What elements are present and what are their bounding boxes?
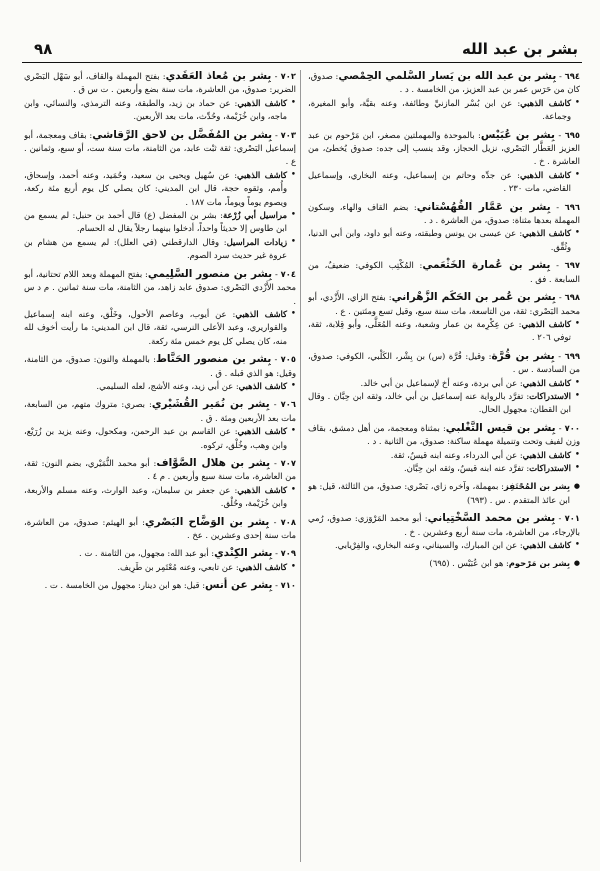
entry-heading: ٦٩٦ - بِشر بن عَمَّار القُهُسْتاني: بضم القاف والهاء، وسكون المهملة بعدها مثناة: صدوق، من العاشرة . د . (308, 200, 580, 226)
annotation-text: عن سُهيل ويحيى بن سعيد، وحُمَيد، وعنه أحمد، وإسحاق، وأُمم، وثقوه حجة، قال ابن المديني: كان يصلي كل يوم أربع مئة ركعة، ويصوم يوماً ويوماً، مات ١٨٧ . (24, 169, 287, 207)
entry-number: ٧٠٧ (280, 457, 296, 468)
entry-text: أبو الهيثم: صدوق، من العاشرة، مات سنة إحدى وعشرين . عخ . (24, 516, 296, 540)
narrator-name: بِشر بن مُعاذ العَقَدي (165, 70, 272, 82)
biography-entry (24, 129, 296, 263)
biography-entry (308, 350, 580, 417)
narrator-name: بِشر بن عُمارة الخَثْعَمي (422, 259, 551, 272)
biography-entry (308, 291, 580, 345)
entry-text: صدوق، كان من حَرَس عمر بن عبد العزيز، من الخامسة . د . (308, 71, 580, 95)
annotation: • كاشف الذهبي: عن جدِّه وحاتم بن إسماعيل، وعنه البخاري، وإسماعيل القاضي، مات ٢٣٠ . (308, 169, 580, 196)
entry-number: ٧١٠ (280, 580, 296, 591)
entry-text: قيل: هو ابن دينار: مجهول من الخامسة . ت . (44, 580, 200, 591)
annotation-label: كاشف الذهبي (522, 540, 571, 550)
left-column (24, 70, 296, 862)
entry-heading: ٧٠٥ - بِشر بن منصور الحَنَّاط: بالمهملة والنون: صدوق، من الثامنة، وقيل: هو الذي قبله . ق . (24, 353, 296, 378)
annotation: • زيادات المراسيل: وقال الدارقطني (في العلل): لم يسمع من هشام بن عروة غير حديث سرد الصوم. (24, 236, 296, 263)
annotation-text: عن جعفر بن سليمان، وعبد الوارث، وعنه مسلم والأربعة، وابن خُزَيْمة، وحُلْق. (24, 484, 287, 509)
annotation-label: الاستدراكات (529, 462, 571, 473)
annotation-label: كاشف الذهبي (237, 426, 288, 437)
narrator-name: بِشر بن محمد السَّخْتِياني (427, 512, 556, 525)
narrator-name: بِشر الكِنْدي (214, 547, 273, 560)
annotation-label: كاشف الذهبي (237, 169, 288, 180)
entry-number: ٧٠٣ (280, 129, 296, 140)
entry-number: ٧٠٥ (280, 354, 296, 365)
page-number: ٩٨ (34, 40, 53, 58)
annotation-text: عن ابن بُسْر المازنيِّ وطائفة، وعنه بقيَّة، وأبو المغيرة، وجماعة. (308, 97, 571, 122)
biography-entry (308, 259, 580, 286)
entry-heading: ٦٩٧ - بِشر بن عُمارة الخَثْعَمي: المُكْتِب الكوفي: ضعيفٌ، من السابعة . فق . (308, 259, 580, 284)
entry-number: ٦٩٦ (564, 201, 580, 212)
annotation-text: عن أبي زيد، وعنه الأشج، لعله السليمي. (96, 380, 234, 391)
biography-entry (24, 516, 296, 543)
entry-number: ٧٠٢ (280, 71, 296, 81)
entry-text: بمثناة ومعجمة، من أهل دمشق، بقاف وزن لفيف وتحت وتنميلة مهملة ساكنة: صدوق، من الثانية . د . (308, 422, 580, 447)
annotation-text: عن حماد بن زيد، والطبقة، وعنه الترمذي، والنسائي، وابن ماجه، وابن خُزَيْمة، وحُدِّث، مات بعد الأربعين. (24, 97, 287, 122)
page-header (22, 38, 582, 63)
narrator-name: بِشر بن الوَضَّاح البَصْري (145, 515, 270, 528)
annotation: • كاشف الذهبي: عن حماد بن زيد، والطبقة، وعنه الترمذي، والنسائي، وابن ماجه، وابن خُزَيْمة، وحُدِّث، مات بعد الأربعين. (24, 97, 296, 124)
annotation-text: عن القاسم بن عبد الرحمن، ومكحول، وعنه يزيد بن زُرَيْع، وابن وهب، وخُلْق، تركوه. (24, 426, 287, 450)
entry-number: ٦٩٨ (564, 292, 580, 303)
entry-heading: ٧٠٨ - بِشر بن الوَضَّاح البَصْري: أبو الهيثم: صدوق، من العاشرة، مات سنة إحدى وعشرين . عخ . (24, 515, 296, 540)
narrator-name: بِشر بن عُبَيْس (480, 128, 555, 141)
entry-heading: ٦٩٥ - بِشر بن عُبَيْس: بالموحدة والمهملتين مصغر، ابن مَرْحوم بن عبد العزيز العَطَّار البَصْري، نزيل الحجاز، وقد ينسب إلى جده: صدوق يُخطئ، من العاشرة . خ . (308, 128, 580, 167)
entry-number: ٧٠٠ (564, 422, 580, 433)
entry-heading: ٧٠٠ - بِشر بن قيس التَّغْلبي: بمثناة ومعجمة، من أهل دمشق، بقاف وزن لفيف وتحت وتنميلة مهملة ساكنة: صدوق، من الثانية . د . (308, 421, 580, 447)
annotation-label: زيادات المراسيل (226, 236, 287, 247)
entry-text: بالموحدة والمهملتين مصغر، ابن مَرْحوم بن عبد العزيز العَطَّار البَصْري، نزيل الحجاز، وقد ينسب إلى جده: صدوق يُخطئ، من العاشرة . خ . (308, 129, 580, 167)
narrator-name: بِشر بن عَمَّار القُهُسْتاني (416, 200, 551, 213)
entry-number: ٦٩٥ (564, 129, 580, 140)
cross-reference: ● بِشر بن المُحْتَفِز: بمهملة، وآخره زاي، بَصْري: صدوق، من الثالثة، قيل: هو ابن عائذ المتقدم . س . (٦٩٣) (308, 480, 580, 507)
entry-text: أبو محمد النُّمَيْري، بضم النون: ثقة، من العاشرة، مات سنة سبع وأربعين . م ٤ . (24, 457, 296, 482)
reference-text: هو ابن عُبَيْس . (٦٩٥) (429, 558, 504, 569)
annotation: • كاشف الذهبي: عن القاسم بن عبد الرحمن، ومكحول، وعنه يزيد بن زُرَيْع، وابن وهب، وخُلْق، تركوه. (24, 425, 296, 452)
right-column (308, 70, 580, 862)
annotation: • كاشف الذهبي: عن جعفر بن سليمان، وعبد الوارث، وعنه مسلم والأربعة، وابن خُزَيْمة، وحُلْق. (24, 484, 296, 511)
column-divider (300, 70, 301, 862)
annotation: • كاشف الذهبي: عن أبي بردة، وعنه أخ لإسماعيل بن أبي خالد. (308, 377, 580, 390)
entry-heading: ٧٠٤ - بِشر بن منصور السَّلِيمي: بفتح المهملة وبعد اللام تحتانية، أبو محمد الأَزْدي البَصْري: صدوق عابد زاهد، من الثامنة، مات سنة ثمانين . م د س . (24, 267, 296, 306)
entry-text: بفتح الزاي، الأَزْدي، أبو محمد البَصْري: ثقة، من التاسعة، مات سنة سبع، وقيل تسع ومئتين . ع . (308, 292, 580, 316)
annotation: • كاشف الذهبي: عن سُهيل ويحيى بن سعيد، وحُمَيد، وعنه أحمد، وإسحاق، وأُمم، وثقوه حجة، قال ابن المديني: كان يصلي كل يوم أربع مئة ركعة، ويصوم يوماً ويوماً، مات ١٨٧ . (24, 169, 296, 209)
annotation-text: بشر بن المفضل (ع) قال أحمد بن حنبل: لم يسمع من ابن طاوس إلا حديثاً واحداً، أدخلوا بينهما رجلاً يقال له الحسام. (24, 210, 287, 234)
annotation-label: كاشف الذهبي (522, 377, 571, 388)
annotation-label: كاشف الذهبي (521, 318, 571, 329)
annotation-label: كاشف الذهبي (238, 380, 287, 391)
narrator-name: بِشر عن أنس (205, 579, 273, 592)
annotation-text: عن جدِّه وحاتم بن إسماعيل، وعنه البخاري، وإسماعيل القاضي، مات ٢٣٠ . (308, 169, 571, 194)
narrator-name: بِشر بن عُمر بن الحَكَم الزَّهْراني (391, 291, 556, 304)
annotation: • كاشف الذهبي: عن عيسى بن يونس وطبقته، وعنه أبو داود، وابن أبي الدنيا، وثُقِّق. (308, 227, 580, 254)
annotation-label: مراسيل أبي زُرْعة (222, 210, 288, 221)
annotation-text: عن عيسى بن يونس وطبقته، وعنه أبو داود، وابن أبي الدنيا، وثُقِّق. (308, 228, 571, 252)
entry-text: وقيل: قُرَّة (س) بن بِشْر، الكَلْبي، الكوفي: صدوق، من السادسة . س . (308, 350, 580, 375)
annotation: • كاشف الذهبي: عن أبي الدرداء، وعنه ابنه قيسٌ، ثقة. (308, 449, 580, 462)
entry-text: بالمهملة والنون: صدوق، من الثامنة، وقيل: هو الذي قبله . ق . (24, 354, 296, 378)
annotation-text: وقال الدارقطني (في العلل): لم يسمع من هشام بن عروة غير حديث سرد الصوم. (24, 236, 287, 261)
annotation: • كاشف الذهبي: عن ابن المبارك، والسيناني، وعنه البخاري، والفِرْيابي. (308, 539, 580, 552)
annotation: • كاشف الذهبي: عن تابعي، وعنه مُعْتَمِر بن طَرِيف. (24, 561, 296, 574)
annotation-label: كاشف الذهبي (237, 484, 287, 495)
entry-number: ٦٩٧ (564, 260, 580, 271)
annotation: • كاشف الذهبي: عن أبي زيد، وعنه الأشج، لعله السليمي. (24, 380, 296, 393)
narrator-name: بِشر بن منصور الحَنَّاط (155, 353, 272, 366)
annotation-text: عن تابعي، وعنه مُعْتَمِر بن طَرِيف. (117, 561, 234, 572)
biography-entry (24, 353, 296, 393)
biography-entry (24, 579, 296, 592)
annotation: • كاشف الذهبي: عن عِكْرِمة بن عمار وشعبة، وعنه المُعَلَّى، وأبو قِلابة، ثقة، توفي ٢٠٦ . (308, 318, 580, 345)
entry-heading: ٧٠٧ - بِشر بن هلال الصَّوَّاف: أبو محمد النُّمَيْري، بضم النون: ثقة، من العاشرة، مات سنة سبع وأربعين . م ٤ . (24, 456, 296, 482)
entry-heading: ٧١٠ - بِشر عن أنس: قيل: هو ابن دينار: مجهول من الخامسة . ت . (44, 579, 296, 592)
entry-heading: ٦٩٩ - بِشر بن قُرَّة: وقيل: قُرَّة (س) بن بِشْر، الكَلْبي، الكوفي: صدوق، من السادسة . س . (308, 349, 580, 375)
entry-heading: ٧٠٣ - بِشر بن المُفَضَّل بن لاحق الرَّقاشي: بقاف ومعجمة، أبو إسماعيل البَصْري: ثقة ثبْت عابد، من الثامنة، مات سنة ست، أو سبع، وثمانين . ع . (24, 128, 296, 167)
annotation: • كاشف الذهبي: عن أيوب، وعاصم الأحول، وخَلْق، وعنه ابنه إسماعيل والقواريري، وعبد الأعلى النرسي، ثقة، قال ابن المديني: ما رأيت أخوف لله منه، كان يصلي كل يوم خمس مئة ركعة. (24, 308, 296, 348)
biography-entry (308, 70, 580, 124)
annotation-text: عن ابن المبارك، والسيناني، وعنه البخاري، والفِرْيابي. (334, 540, 518, 550)
annotation-text: تفرَّد عنه ابنه قيسٌ، وثقه ابن حِبَّان. (403, 462, 524, 473)
entry-text: أبو عبد الله: مجهول، من الثامنة . ت . (79, 548, 209, 559)
narrator-name: بِشر بن منصور السَّلِيمي (147, 267, 273, 280)
entry-heading: ٦٩٤ - بِشر بن عبد الله بن يَسار السُّلَمي الحِمْصي: صدوق، كان من حَرَس عمر بن عبد العزيز، من الخامسة . د . (308, 70, 580, 95)
entry-heading: ٧٠٦ - بِشر بن نُمَير القُشَيْري: بصري: متروك متهم، من السابعة، مات بعد الأربعين ومئة . ق . (24, 398, 296, 423)
narrator-name: بِشر بن قيس التَّغْلبي (445, 421, 556, 434)
annotation: • الاستدراكات: تفرَّد عنه ابنه قيسٌ، وثقه ابن حِبَّان. (308, 462, 580, 475)
annotation-label: كاشف الذهبي (520, 97, 572, 108)
narrator-name: بِشر بن المُفَضَّل بن لاحق الرَّقاشي (92, 128, 273, 141)
annotation-label: كاشف الذهبي (238, 561, 287, 572)
entry-text: بفتح المهملة وبعد اللام تحتانية، أبو محمد الأَزْدي البَصْري: صدوق عابد زاهد، من الثامنة، مات سنة ثمانين . م د س . (24, 268, 296, 306)
narrator-name: بِشر بن هلال الصَّوَّاف (156, 456, 271, 469)
reference-text: بمهملة، وآخره زاي، بَصْري: صدوق، من الثالثة، قيل: هو ابن عائذ المتقدم . س . (٦٩٣) (308, 481, 570, 505)
running-title: بشر بن عبد الله (461, 40, 578, 58)
annotation-label: كاشف الذهبي (235, 308, 288, 319)
biography-entry (308, 422, 580, 476)
biography-entry (24, 70, 296, 124)
annotation: • مراسيل أبي زُرْعة: بشر بن المفضل (ع) قال أحمد بن حنبل: لم يسمع من ابن طاوس إلا حديثاً واحداً، أدخلوا بينهما رجلاً يقال له الحسام. (24, 209, 296, 236)
annotation-text: تفرَّد بالرواية عنه إسماعيل بن أبي خالد، وثقه ابن حِبَّان . وقال ابن القطان: مجهول الحال. (308, 390, 571, 415)
entry-number: ٧٠٦ (280, 399, 296, 410)
narrator-name: بِشر بن قُرَّة (491, 349, 555, 362)
entry-text: المُكْتِب الكوفي: ضعيفٌ، من السابعة . فق . (308, 260, 580, 284)
biography-entry (24, 268, 296, 348)
annotation-label: كاشف الذهبي (519, 169, 572, 180)
entry-number: ٦٩٩ (564, 350, 580, 361)
entry-heading: ٧٠١ - بِشر بن محمد السَّخْتِياني: أبو محمد المَرْوَزي: صدوق، رُمي بالإرجاء، من العاشرة، مات سنة أربع وعشرين . خ . (308, 512, 580, 537)
annotation: • كاشف الذهبي: عن ابن بُسْر المازنيِّ وطائفة، وعنه بقيَّة، وأبو المغيرة، وجماعة. (308, 97, 580, 124)
biography-entry (308, 512, 580, 552)
entry-number: ٦٩٤ (564, 71, 580, 81)
cross-reference: ● بِشر بن مَرْحوم: هو ابن عُبَيْس . (٦٩٥) (308, 557, 580, 570)
entry-heading: ٧٠٢ - بِشر بن مُعاذ العَقَدي: بفتح المهملة والقاف، أبو سَهْل البَصْري الضرير: صدوق، من العاشرة، مات سنة بضع وأربعين . ت س ق . (24, 70, 296, 95)
entry-number: ٧٠٨ (280, 516, 296, 527)
entry-text: بضم القاف والهاء، وسكون المهملة بعدها مثناة: صدوق، من العاشرة . د . (308, 201, 580, 226)
biography-entry (308, 201, 580, 255)
entry-text: أبو محمد المَرْوَزي: صدوق، رُمي بالإرجاء، من العاشرة، مات سنة أربع وعشرين . خ . (308, 513, 580, 537)
annotation-text: عن أبي الدرداء، وعنه ابنه قيسٌ، ثقة. (390, 449, 518, 460)
annotation: • الاستدراكات: تفرَّد بالرواية عنه إسماعيل بن أبي خالد، وثقه ابن حِبَّان . وقال ابن القطان: مجهول الحال. (308, 390, 580, 417)
biography-entry (308, 129, 580, 196)
entry-text: بقاف ومعجمة، أبو إسماعيل البَصْري: ثقة ثبْت عابد، من الثامنة، مات سنة ست، أو سبع، وثمانين . ع . (24, 129, 296, 167)
narrator-name: بِشر بن نُمَير القُشَيْري (151, 398, 270, 411)
entry-number: ٧٠١ (564, 513, 580, 524)
narrator-name: بِشر بن المُحْتَفِز (504, 481, 571, 492)
annotation-text: عن عِكْرِمة بن عمار وشعبة، وعنه المُعَلَّى، وأبو قِلابة، ثقة، توفي ٢٠٦ . (308, 318, 571, 343)
annotation-label: كاشف الذهبي (237, 97, 287, 108)
annotation-label: الاستدراكات (529, 390, 572, 401)
entry-heading: ٧٠٩ - بِشر الكِنْدي: أبو عبد الله: مجهول، من الثامنة . ت . (79, 547, 296, 560)
biography-entry (24, 457, 296, 511)
entry-text: بصري: متروك متهم، من السابعة، مات بعد الأربعين ومئة . ق . (24, 399, 296, 423)
entry-text: بفتح المهملة والقاف، أبو سَهْل البَصْري الضرير: صدوق، من العاشرة، مات سنة بضع وأربعين . ت س ق . (24, 71, 296, 95)
biography-entry (24, 398, 296, 452)
entry-number: ٧٠٤ (280, 268, 296, 279)
annotation-label: كاشف الذهبي (522, 228, 572, 239)
entry-heading: ٦٩٨ - بِشر بن عُمر بن الحَكَم الزَّهْراني: بفتح الزاي، الأَزْدي، أبو محمد البَصْري: ثقة، من التاسعة، مات سنة سبع، وقيل تسع ومئتين . ع . (308, 291, 580, 316)
biography-entry (24, 547, 296, 574)
annotation-text: عن أبي بردة، وعنه أخ لإسماعيل بن أبي خالد. (360, 377, 518, 388)
entry-number: ٧٠٩ (280, 548, 296, 559)
narrator-name: بِشر بن مَرْحوم (508, 558, 570, 569)
annotation-label: كاشف الذهبي (522, 449, 571, 460)
annotation-text: عن أيوب، وعاصم الأحول، وخَلْق، وعنه ابنه إسماعيل والقواريري، وعبد الأعلى النرسي، ثقة، قال ابن المديني: ما رأيت أخوف لله منه، كان يصلي كل يوم خمس مئة ركعة. (24, 308, 287, 346)
narrator-name: بِشر بن عبد الله بن يَسار السُّلَمي الحِمْصي (338, 70, 557, 82)
